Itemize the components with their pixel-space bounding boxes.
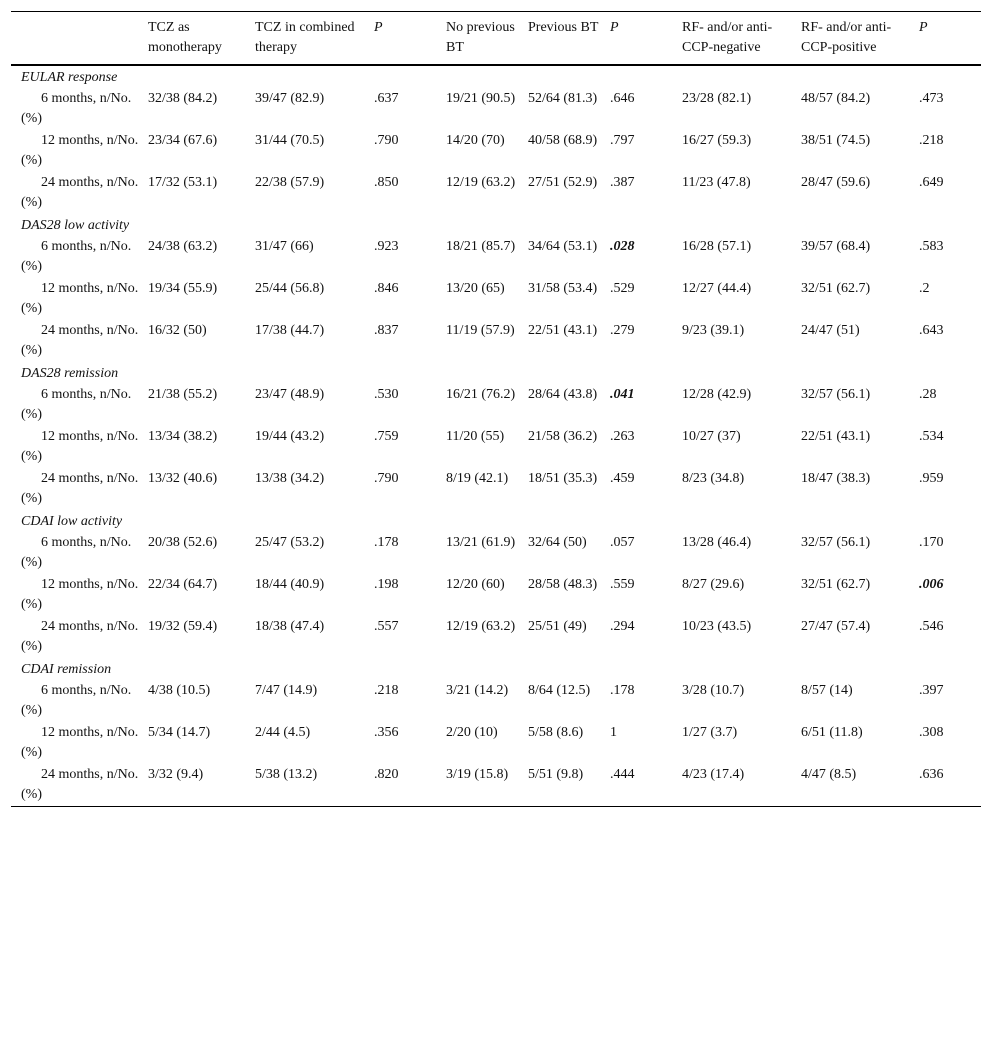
data-cell: 12/19 (63.2) bbox=[446, 619, 516, 634]
data-cell: 21/38 (55.2) bbox=[148, 387, 218, 402]
section-header-row bbox=[11, 658, 981, 680]
data-cell: 13/38 (34.2) bbox=[255, 471, 325, 486]
data-cell: 24/47 (51) bbox=[801, 323, 860, 338]
data-cell: 13/21 (61.9) bbox=[446, 535, 516, 550]
p-value-cell: .263 bbox=[610, 429, 635, 444]
row-label: 12 months, n/No. (%) bbox=[21, 429, 139, 464]
results-table bbox=[11, 11, 981, 807]
data-cell: 21/58 (36.2) bbox=[528, 429, 598, 444]
data-cell: 32/57 (56.1) bbox=[801, 535, 871, 550]
data-cell: 19/44 (43.2) bbox=[255, 429, 325, 444]
data-cell: 4/38 (10.5) bbox=[148, 683, 211, 698]
p-value-cell: .797 bbox=[610, 133, 635, 148]
p-value-cell: .279 bbox=[610, 323, 635, 338]
p-value-cell: .790 bbox=[374, 133, 399, 148]
p-value-cell: .218 bbox=[919, 133, 944, 148]
p-value-cell: .546 bbox=[919, 619, 944, 634]
data-cell: 19/34 (55.9) bbox=[148, 281, 218, 296]
data-cell: 20/38 (52.6) bbox=[148, 535, 218, 550]
p-value-cell: .006 bbox=[919, 577, 944, 592]
row-label-cell bbox=[11, 320, 148, 362]
data-cell: 34/64 (53.1) bbox=[528, 239, 598, 254]
section-header-row bbox=[11, 65, 981, 88]
data-cell: 17/32 (53.1) bbox=[148, 175, 218, 190]
row-label: 12 months, n/No. (%) bbox=[21, 577, 139, 612]
data-cell: 16/28 (57.1) bbox=[682, 239, 752, 254]
row-label-cell bbox=[11, 130, 148, 172]
row-label: 24 months, n/No. (%) bbox=[21, 175, 139, 210]
section-title: CDAI remission bbox=[21, 662, 112, 677]
data-cell: 18/21 (85.7) bbox=[446, 239, 516, 254]
data-cell: 2/44 (4.5) bbox=[255, 725, 311, 740]
p-value-cell: .637 bbox=[374, 91, 399, 106]
p-value-cell: .178 bbox=[610, 683, 635, 698]
data-cell: 12/27 (44.4) bbox=[682, 281, 752, 296]
data-cell: 13/32 (40.6) bbox=[148, 471, 218, 486]
data-cell: 40/58 (68.9) bbox=[528, 133, 598, 148]
p-value-cell: .444 bbox=[610, 767, 635, 782]
data-cell: 8/19 (42.1) bbox=[446, 471, 509, 486]
p-value-cell: .534 bbox=[919, 429, 944, 444]
table-row bbox=[11, 320, 981, 362]
table-row bbox=[11, 278, 981, 320]
row-label: 6 months, n/No. (%) bbox=[21, 91, 132, 126]
row-label-cell bbox=[11, 532, 148, 574]
row-label-cell bbox=[11, 764, 148, 807]
row-label: 12 months, n/No. (%) bbox=[21, 725, 139, 760]
data-cell: 23/28 (82.1) bbox=[682, 91, 752, 106]
row-label: 24 months, n/No. (%) bbox=[21, 471, 139, 506]
row-label-cell bbox=[11, 384, 148, 426]
p-value-cell: .557 bbox=[374, 619, 399, 634]
row-label: 24 months, n/No. (%) bbox=[21, 767, 139, 802]
p-value-cell: .846 bbox=[374, 281, 399, 296]
row-label-cell bbox=[11, 172, 148, 214]
p-value-cell: .643 bbox=[919, 323, 944, 338]
data-cell: 25/44 (56.8) bbox=[255, 281, 325, 296]
row-label: 24 months, n/No. (%) bbox=[21, 619, 139, 654]
p-value-cell: .28 bbox=[919, 387, 937, 402]
data-cell: 31/44 (70.5) bbox=[255, 133, 325, 148]
data-cell: 32/51 (62.7) bbox=[801, 281, 871, 296]
header-cell-label bbox=[11, 12, 148, 66]
table-row bbox=[11, 532, 981, 574]
data-cell: 18/51 (35.3) bbox=[528, 471, 598, 486]
data-cell: 4/23 (17.4) bbox=[682, 767, 745, 782]
data-cell: 11/23 (47.8) bbox=[682, 175, 751, 190]
data-cell: 18/47 (38.3) bbox=[801, 471, 871, 486]
data-cell: 18/44 (40.9) bbox=[255, 577, 325, 592]
p-value-cell: .178 bbox=[374, 535, 399, 550]
data-cell: 8/64 (12.5) bbox=[528, 683, 591, 698]
row-label-cell bbox=[11, 236, 148, 278]
data-cell: 27/51 (52.9) bbox=[528, 175, 598, 190]
header-cell-p-therapy: P bbox=[374, 20, 383, 35]
p-value-cell: .041 bbox=[610, 387, 635, 402]
table-row bbox=[11, 574, 981, 616]
row-label: 6 months, n/No. (%) bbox=[21, 535, 132, 570]
p-value-cell: .294 bbox=[610, 619, 635, 634]
row-label-cell bbox=[11, 278, 148, 320]
table-row bbox=[11, 616, 981, 658]
data-cell: 16/21 (76.2) bbox=[446, 387, 516, 402]
data-cell: 23/47 (48.9) bbox=[255, 387, 325, 402]
p-value-cell: .387 bbox=[610, 175, 635, 190]
p-value-cell: 1 bbox=[610, 725, 617, 740]
row-label: 6 months, n/No. (%) bbox=[21, 387, 132, 422]
table-row bbox=[11, 468, 981, 510]
data-cell: 22/34 (64.7) bbox=[148, 577, 218, 592]
row-label-cell bbox=[11, 574, 148, 616]
table-row bbox=[11, 384, 981, 426]
p-value-cell: .820 bbox=[374, 767, 399, 782]
p-value-cell: .790 bbox=[374, 471, 399, 486]
data-cell: 24/38 (63.2) bbox=[148, 239, 218, 254]
table-row bbox=[11, 764, 981, 807]
data-cell: 16/27 (59.3) bbox=[682, 133, 752, 148]
data-cell: 31/47 (66) bbox=[255, 239, 314, 254]
section-header-row bbox=[11, 214, 981, 236]
section-header-row bbox=[11, 362, 981, 384]
data-cell: 11/20 (55) bbox=[446, 429, 505, 444]
data-cell: 16/32 (50) bbox=[148, 323, 207, 338]
header-row bbox=[11, 12, 981, 66]
data-cell: 8/27 (29.6) bbox=[682, 577, 745, 592]
data-cell: 3/21 (14.2) bbox=[446, 683, 509, 698]
data-cell: 18/38 (47.4) bbox=[255, 619, 325, 634]
section-title: EULAR response bbox=[21, 70, 118, 85]
data-cell: 3/19 (15.8) bbox=[446, 767, 509, 782]
data-cell: 14/20 (70) bbox=[446, 133, 505, 148]
header-cell-rf-negative: RF- and/or anti-CCP-negative bbox=[682, 20, 773, 55]
p-value-cell: .057 bbox=[610, 535, 635, 550]
header-cell-tcz-combined: TCZ in combined therapy bbox=[255, 20, 355, 55]
row-label-cell bbox=[11, 680, 148, 722]
table-row bbox=[11, 680, 981, 722]
row-label: 6 months, n/No. (%) bbox=[21, 683, 132, 718]
data-cell: 8/57 (14) bbox=[801, 683, 853, 698]
data-cell: 4/47 (8.5) bbox=[801, 767, 857, 782]
row-label-cell bbox=[11, 468, 148, 510]
data-cell: 12/20 (60) bbox=[446, 577, 505, 592]
data-cell: 28/58 (48.3) bbox=[528, 577, 598, 592]
results-table-container bbox=[11, 11, 981, 807]
table-row bbox=[11, 130, 981, 172]
data-cell: 23/34 (67.6) bbox=[148, 133, 218, 148]
data-cell: 13/20 (65) bbox=[446, 281, 505, 296]
header-cell-previous-bt: Previous BT bbox=[528, 20, 599, 35]
data-cell: 7/47 (14.9) bbox=[255, 683, 318, 698]
data-cell: 52/64 (81.3) bbox=[528, 91, 598, 106]
p-value-cell: .530 bbox=[374, 387, 399, 402]
p-value-cell: .459 bbox=[610, 471, 635, 486]
data-cell: 5/38 (13.2) bbox=[255, 767, 318, 782]
data-cell: 10/27 (37) bbox=[682, 429, 741, 444]
table-row bbox=[11, 236, 981, 278]
data-cell: 27/47 (57.4) bbox=[801, 619, 871, 634]
row-label-cell bbox=[11, 722, 148, 764]
data-cell: 48/57 (84.2) bbox=[801, 91, 871, 106]
data-cell: 39/57 (68.4) bbox=[801, 239, 871, 254]
row-label: 24 months, n/No. (%) bbox=[21, 323, 139, 358]
p-value-cell: .529 bbox=[610, 281, 635, 296]
data-cell: 32/38 (84.2) bbox=[148, 91, 218, 106]
data-cell: 12/28 (42.9) bbox=[682, 387, 752, 402]
data-cell: 5/34 (14.7) bbox=[148, 725, 211, 740]
header-cell-rf-positive: RF- and/or anti-CCP-positive bbox=[801, 20, 892, 55]
data-cell: 25/51 (49) bbox=[528, 619, 587, 634]
table-body bbox=[11, 65, 981, 807]
p-value-cell: .397 bbox=[919, 683, 944, 698]
p-value-cell: .2 bbox=[919, 281, 930, 296]
header-cell-p-bt: P bbox=[610, 20, 619, 35]
header-cell-tcz-monotherapy: TCZ as monotherapy bbox=[148, 20, 222, 55]
p-value-cell: .170 bbox=[919, 535, 944, 550]
p-value-cell: .356 bbox=[374, 725, 399, 740]
data-cell: 28/47 (59.6) bbox=[801, 175, 871, 190]
row-label-cell bbox=[11, 426, 148, 468]
p-value-cell: .837 bbox=[374, 323, 399, 338]
data-cell: 9/23 (39.1) bbox=[682, 323, 745, 338]
section-header-row bbox=[11, 510, 981, 532]
p-value-cell: .850 bbox=[374, 175, 399, 190]
p-value-cell: .218 bbox=[374, 683, 399, 698]
data-cell: 5/51 (9.8) bbox=[528, 767, 584, 782]
p-value-cell: .583 bbox=[919, 239, 944, 254]
data-cell: 19/21 (90.5) bbox=[446, 91, 516, 106]
p-value-cell: .198 bbox=[374, 577, 399, 592]
section-title: DAS28 low activity bbox=[21, 218, 130, 233]
p-value-cell: .649 bbox=[919, 175, 944, 190]
data-cell: 25/47 (53.2) bbox=[255, 535, 325, 550]
data-cell: 13/28 (46.4) bbox=[682, 535, 752, 550]
data-cell: 6/51 (11.8) bbox=[801, 725, 863, 740]
p-value-cell: .636 bbox=[919, 767, 944, 782]
data-cell: 11/19 (57.9) bbox=[446, 323, 515, 338]
p-value-cell: .028 bbox=[610, 239, 635, 254]
table-row bbox=[11, 172, 981, 214]
table-row bbox=[11, 426, 981, 468]
row-label: 12 months, n/No. (%) bbox=[21, 281, 139, 316]
data-cell: 22/38 (57.9) bbox=[255, 175, 325, 190]
data-cell: 19/32 (59.4) bbox=[148, 619, 218, 634]
data-cell: 13/34 (38.2) bbox=[148, 429, 218, 444]
p-value-cell: .473 bbox=[919, 91, 944, 106]
header-cell-p-rf: P bbox=[919, 20, 928, 35]
data-cell: 5/58 (8.6) bbox=[528, 725, 584, 740]
data-cell: 12/19 (63.2) bbox=[446, 175, 516, 190]
data-cell: 8/23 (34.8) bbox=[682, 471, 745, 486]
data-cell: 10/23 (43.5) bbox=[682, 619, 752, 634]
data-cell: 31/58 (53.4) bbox=[528, 281, 598, 296]
table-row bbox=[11, 722, 981, 764]
data-cell: 22/51 (43.1) bbox=[801, 429, 871, 444]
data-cell: 39/47 (82.9) bbox=[255, 91, 325, 106]
p-value-cell: .759 bbox=[374, 429, 399, 444]
data-cell: 1/27 (3.7) bbox=[682, 725, 738, 740]
row-label: 12 months, n/No. (%) bbox=[21, 133, 139, 168]
p-value-cell: .959 bbox=[919, 471, 944, 486]
p-value-cell: .308 bbox=[919, 725, 944, 740]
data-cell: 2/20 (10) bbox=[446, 725, 498, 740]
p-value-cell: .646 bbox=[610, 91, 635, 106]
table-row bbox=[11, 88, 981, 130]
data-cell: 32/57 (56.1) bbox=[801, 387, 871, 402]
data-cell: 32/64 (50) bbox=[528, 535, 587, 550]
p-value-cell: .559 bbox=[610, 577, 635, 592]
data-cell: 22/51 (43.1) bbox=[528, 323, 598, 338]
data-cell: 32/51 (62.7) bbox=[801, 577, 871, 592]
p-value-cell: .923 bbox=[374, 239, 399, 254]
data-cell: 3/32 (9.4) bbox=[148, 767, 204, 782]
section-title: DAS28 remission bbox=[21, 366, 119, 381]
row-label: 6 months, n/No. (%) bbox=[21, 239, 132, 274]
data-cell: 38/51 (74.5) bbox=[801, 133, 871, 148]
row-label-cell bbox=[11, 88, 148, 130]
data-cell: 3/28 (10.7) bbox=[682, 683, 745, 698]
data-cell: 28/64 (43.8) bbox=[528, 387, 598, 402]
data-cell: 17/38 (44.7) bbox=[255, 323, 325, 338]
row-label-cell bbox=[11, 616, 148, 658]
section-title: CDAI low activity bbox=[21, 514, 123, 529]
header-cell-no-previous-bt: No previous BT bbox=[446, 20, 515, 55]
